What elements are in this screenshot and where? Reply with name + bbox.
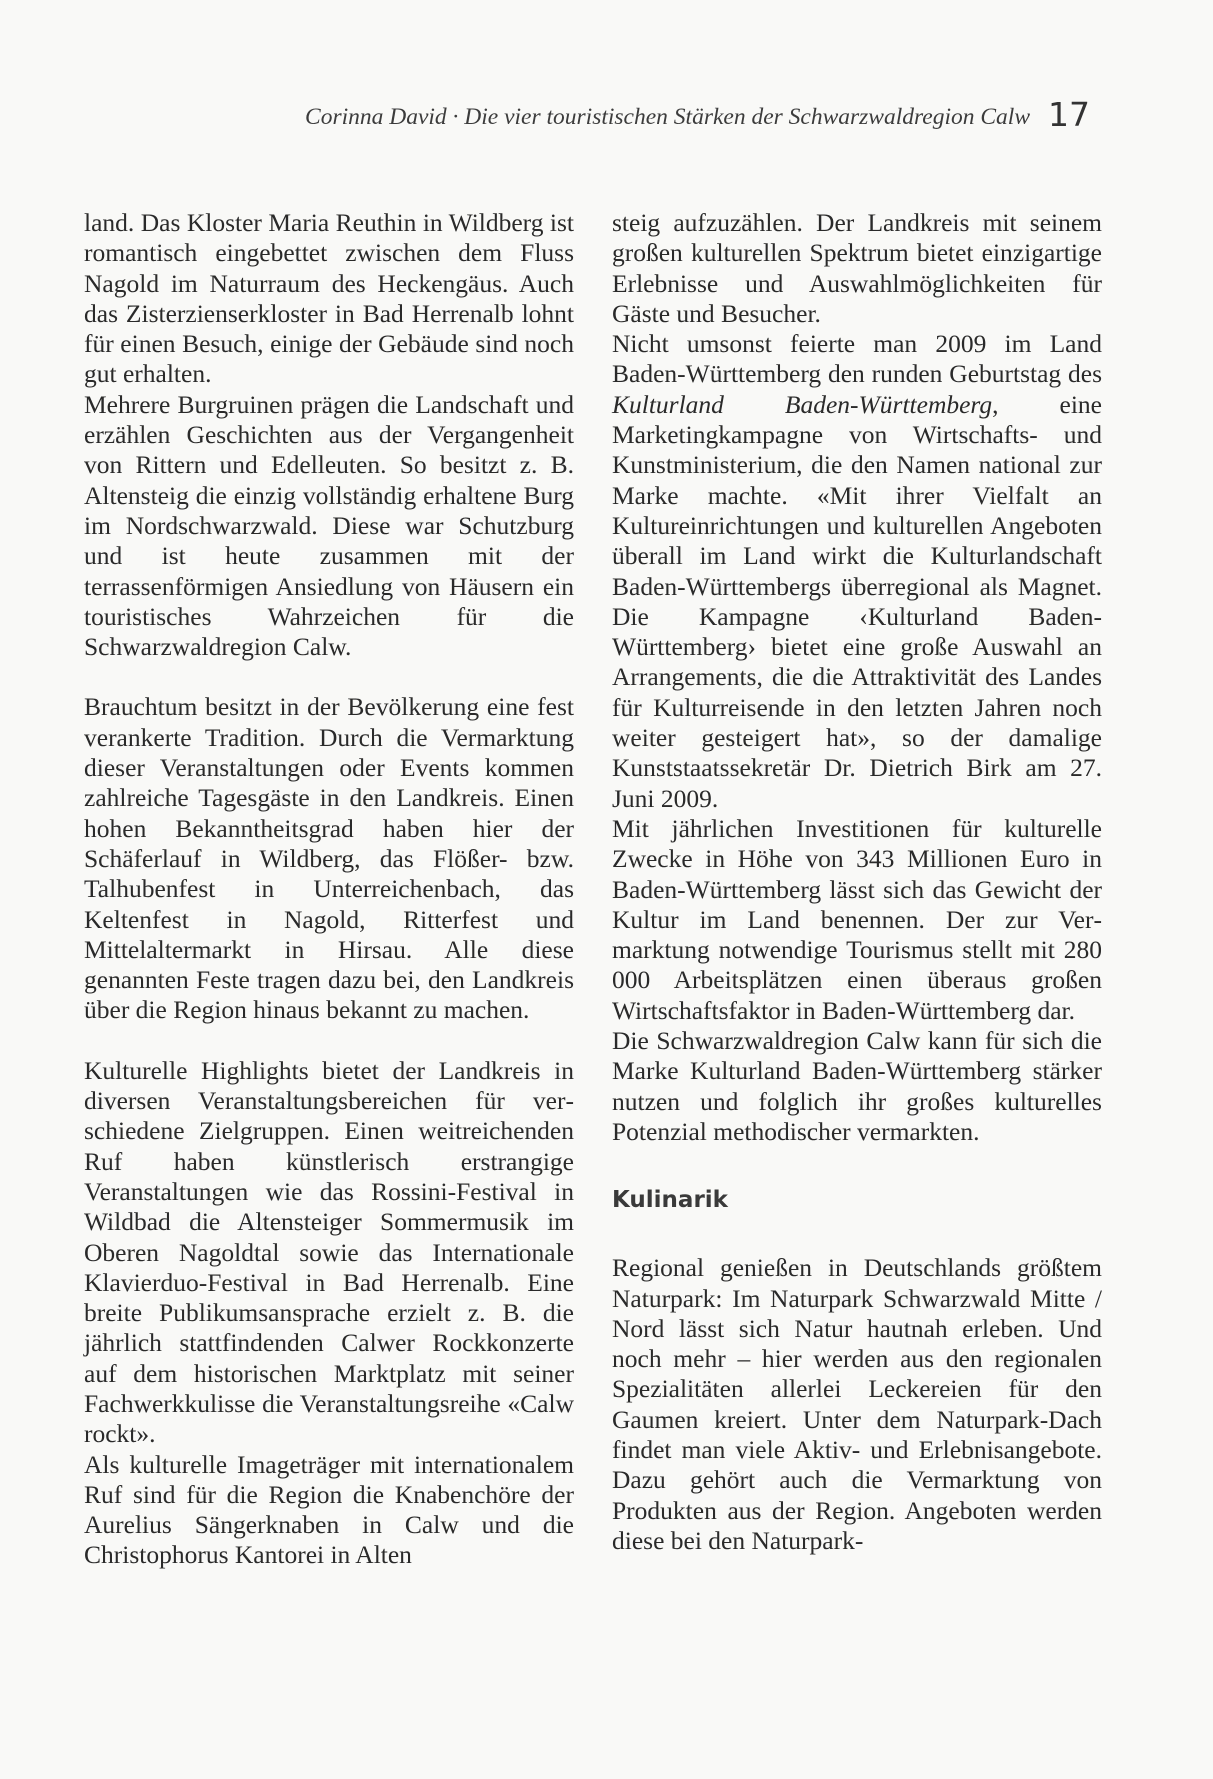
paragraph: steig aufzuzählen. Der Landkreis mit seinem großen kulturellen Spektrum bietet einzigartige Erlebnisse und Auswahlmöglichkeiten für Gäste und Besucher. [612, 208, 1102, 328]
paragraph: land. Das Kloster Maria Reuthin in Wildberg ist romantisch eingebettet zwischen dem Fluss Nagold im Naturraum des Heckengäus. Auch das Zisterzienserkloster in Bad Herrenalb lohnt für einen Besuch, einige der Gebäude sind noch gut erhalten. [84, 208, 574, 389]
paragraph: Als kulturelle Imageträger mit internationalem Ruf sind für die Region die Knabenchöre der Aurelius Sängerknaben in Calw und die Christophorus Kantorei in Alten [84, 1449, 574, 1570]
paragraph-text: Nicht umsonst feierte man 2009 im Land Baden-Württemberg den runden Geburtstag des [612, 329, 1102, 389]
paragraph: Die Schwarzwaldregion Calw kann für sich die Marke Kulturland Baden-Württemberg stärker nutzen und folglich ihr großes kulturelles Potenzial methodischer vermarkten. [612, 1026, 1102, 1146]
right-column [612, 208, 1102, 1556]
paragraph: Kulturelle Highlights bietet der Landkreis in diversen Veranstaltungsbereichen für verschiedene Zielgruppen. Einen weitreichenden Ruf haben künstlerisch erstrangige Veranstaltungen wie das Rossini-Festival in Wildbad die Altensteiger Sommermusik im Oberen Nagoldtal sowie das Internationale Klavierduo-Festival in Bad Herrenalb. Eine breite Publikumsansprache erzielt z. B. die jährlich stattfindenden Calwer Rockkonzerte auf dem historischen Marktplatz mit seiner Fachwerkkulisse die Veranstaltungsreihe «Calw rockt». [84, 1055, 574, 1449]
paragraph [612, 329, 1102, 814]
paragraph: Mit jährlichen Investitionen für kulturelle Zwecke in Höhe von 343 Millionen Euro in Baden-Württemberg lässt sich das Gewicht der Kultur im Land benennen. Der zur Vermarktung notwendige Tourismus stellt mit 280 000 Arbeitsplätzen einen überaus großen Wirtschaftsfaktor in Baden-Württemberg dar. [612, 813, 1102, 1025]
section-heading: Kulinarik [612, 1187, 728, 1214]
paragraph: Regional genießen in Deutschlands größtem Naturpark: Im Naturpark Schwarzwald Mitte / Nord lässt sich Natur hautnah erleben. Und noch mehr – hier werden aus den regionalen Spezialitäten allerlei Leckereien für den Gaumen kreiert. Unter dem Naturpark-Dach findet man viele Aktiv- und Erlebnisangebote. Dazu gehört auch die Vermarktung von Produkten aus der Region. Angeboten werden diese bei den Naturpark- [612, 1253, 1102, 1555]
italic-title: Kulturland Baden-Württemberg [612, 389, 993, 419]
paragraph: Brauchtum besitzt in der Bevölkerung eine fest verankerte Tradition. Durch die Vermarktung dieser Veranstaltungen oder Events kommen zahlreiche Tagesgäste in den Landkreis. Einen hohen Bekanntheitsgrad haben hier der Schäferlauf in Wildberg, das Flößer- bzw. Talhubenfest in Unterreichenbach, das Keltenfest in Nagold, Ritterfest und Mittelaltermarkt in Hirsau. Alle diese genannten Feste tragen dazu bei, den Landkreis über die Region hinaus bekannt zu machen. [84, 692, 574, 1025]
page-number: 17 [1048, 95, 1090, 134]
left-column [84, 208, 574, 1571]
paragraph: Mehrere Burgruinen prägen die Landschaft und erzählen Geschichten aus der Vergangenheit von Rittern und Edelleuten. So besitzt z. B. Altensteig die einzig vollständig erhaltene Burg im Nordschwarzwald. Diese war Schutzburg und ist heute zusammen mit der terrassenförmigen Ansiedlung von Häusern ein touristisches Wahrzeichen für die Schwarzwaldregion Calw. [84, 389, 574, 662]
paragraph-text: , eine Marketingkampagne von Wirtschafts- und Kunstministerium, die den Namen national zur Marke machte. «Mit ihrer Vielfalt an Kultureinrichtungen und kulturellen Angeboten überall im Land wirkt die Kulturlandschaft Baden-Württembergs überregional als Magnet. Die Kampagne ‹Kulturland Baden-Württemberg› bietet eine große Auswahl an Arrangements, die die Attraktivität des Landes für Kulturreisende in den letzten Jahren noch weiter gesteigert hat», so der damalige Kunststaatssekretär Dr. Dietrich Birk am 27. Juni 2009. [612, 389, 1102, 813]
running-head: Corinna David · Die vier touristischen Stärken der Schwarzwaldregion Calw [305, 104, 1030, 130]
